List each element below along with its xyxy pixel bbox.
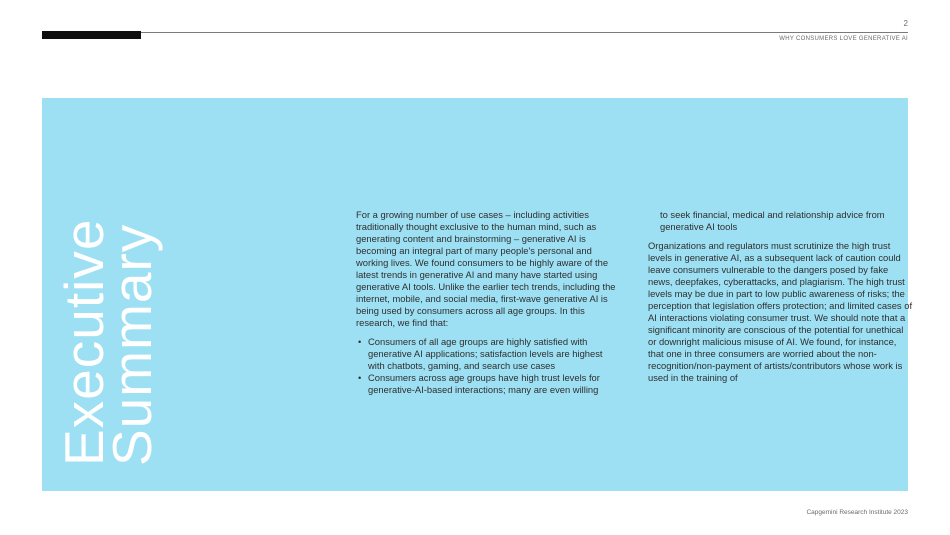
page-number: 2: [903, 19, 908, 28]
finding-item: • Consumers of all age groups are highly satisfied with generative AI applications; satisfaction levels are highest with chatbots, gaming, and search use cases: [356, 336, 619, 372]
running-title: WHY CONSUMERS LOVE GENERATIVE AI: [779, 36, 908, 42]
footer-source: Capgemini Research Institute 2023: [806, 509, 908, 516]
header-accent-bar: [42, 31, 141, 39]
findings-list: [356, 336, 619, 396]
section-title: [53, 218, 163, 466]
intro-paragraph: For a growing number of use cases – including activities traditionally thought exclusive to the human mind, such as generating content and brainstorming – generative AI is becoming an integral part of many people's personal and working lives. We found consumers to be highly aware of the latest trends in generative AI and many have started using generative AI tools. Unlike the earlier tech trends, including the internet, mobile, and social media, first-wave generative AI is being used by consumers across all age groups. In this research, we find that:: [356, 209, 616, 328]
finding-item: • Consumers across age groups have high trust levels for generative-AI-based interactions; many are even willing: [356, 372, 619, 396]
finding-item-continuation: to seek financial, medical and relationship advice from generative AI tools: [660, 209, 885, 232]
text-column-right: [648, 209, 913, 391]
risks-paragraph: Organizations and regulators must scrutinize the high trust levels in generative AI, as a subsequent lack of caution could leave consumers vulnerable to the dangers posed by fake news, deepfakes, cyberattacks, and plagiarism. The high trust levels may be due in part to low public awareness of risks; the perception that legislation offers protection; and limited cases of AI interactions violating consumer trust. We should note that a significant minority are conscious of the potential for unethical or downright malicious misuse of AI. We found, for instance, that one in three consumers are worried about the non-recognition/non-payment of artists/contributors whose work is used in the training of: [648, 240, 913, 383]
section-title-line2: Summary: [101, 223, 163, 466]
section-title-line1: Executive: [53, 218, 115, 466]
text-column-left: [356, 209, 619, 396]
header-rule: [141, 32, 908, 33]
